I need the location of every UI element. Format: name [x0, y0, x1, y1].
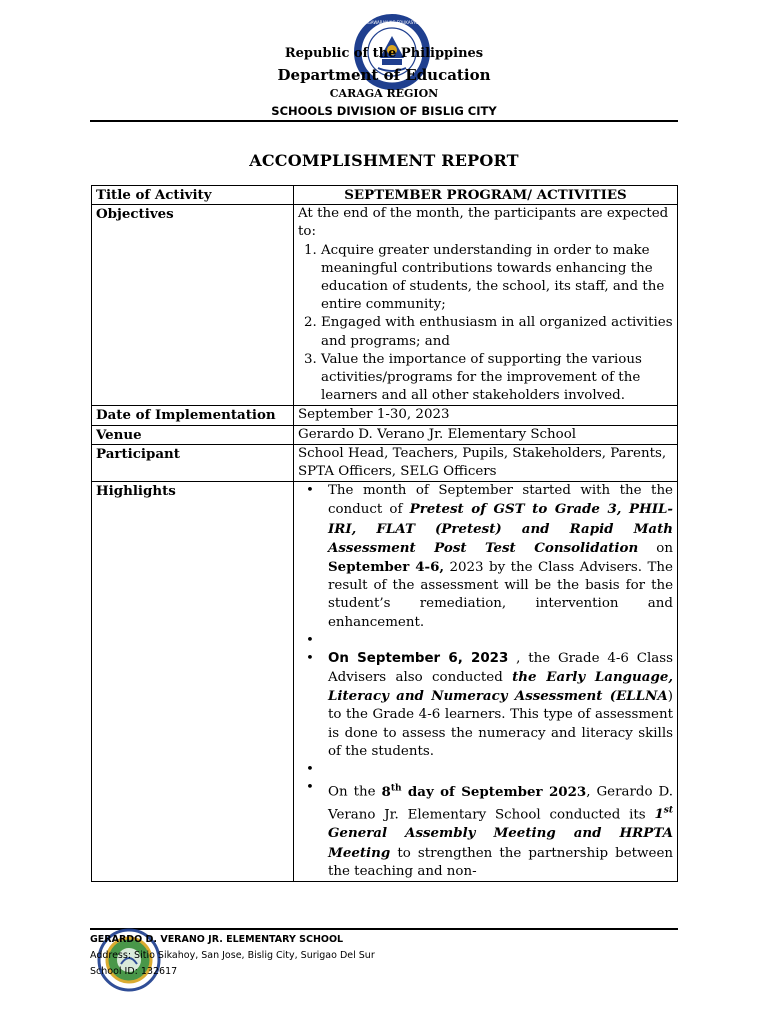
highlight-text: The month of September started with the the conduct of	[328, 483, 673, 518]
footer-address: Address: Sitio Sikahoy, San Jose, Bislig City, Surigao Del Sur	[90, 950, 375, 961]
footer-school-id: School ID: 132617	[90, 966, 178, 977]
department-line: Department of Education	[277, 66, 491, 84]
republic-line: Republic of the Philippines	[284, 46, 484, 61]
highlight-emphasis: Pretest of GST to Grade 3, PHIL-IRI, FLAT (Pretest) and Rapid Math Assessment Post Test Consolidation	[328, 501, 673, 556]
table-row	[92, 482, 678, 882]
report-title: ACCOMPLISHMENT REPORT	[249, 151, 519, 170]
svg-text:KAGAWARAN NG EDUKASYON: KAGAWARAN NG EDUKASYON	[362, 20, 422, 25]
division-line: SCHOOLS DIVISION OF BISLIG CITY	[271, 104, 497, 118]
activity-title: SEPTEMBER PROGRAM/ ACTIVITIES	[294, 186, 678, 205]
spacer	[328, 632, 673, 650]
table-row	[92, 425, 678, 444]
row-label-venue: Venue	[92, 425, 294, 444]
highlight-text: ) to the Grade 4-6 learners. This type of assessment is done to assess the numeracy and literacy skills of the students.	[328, 689, 673, 759]
ordinal-number: 1	[654, 806, 664, 823]
highlights-list	[298, 482, 673, 881]
highlight-text: , the Grade 4-6 Class Advisers also conducted	[328, 650, 673, 686]
list-item	[328, 650, 673, 761]
footer-school-name: GERARDO D. VERANO JR. ELEMENTARY SCHOOL	[90, 934, 344, 945]
table-row	[92, 444, 678, 481]
highlights-cell	[294, 482, 678, 882]
date-value: September 1-30, 2023	[294, 406, 678, 425]
highlight-date: On September 6, 2023	[328, 650, 509, 666]
footer	[90, 932, 375, 980]
highlight-emphasis: the Early Language, Literacy and Numeracy Assessment (ELLNA	[328, 669, 673, 705]
list-item: 2. Engaged with enthusiasm in all organized activities and programs; and	[321, 314, 673, 350]
row-label-participant: Participant	[92, 444, 294, 481]
list-item: 3. Value the importance of supporting the various activities/programs for the improvement of the learners and all other stakeholders involved.	[321, 351, 673, 406]
table-row	[92, 406, 678, 425]
highlight-date: September 4-6,	[328, 559, 445, 576]
participant-value: School Head, Teachers, Pupils, Stakeholders, Parents, SPTA Officers, SELG Officers	[294, 444, 678, 481]
region-line: CARAGA REGION	[329, 87, 439, 100]
list-item: 1. Acquire greater understanding in order to make meaningful contributions towards enhancing the education of students, the school, its staff, and the entire community;	[321, 242, 673, 315]
venue-value: Gerardo D. Verano Jr. Elementary School	[294, 425, 678, 444]
highlight-text: , Gerardo D. Verano Jr. Elementary School conducted its	[328, 784, 674, 823]
highlight-text: On the	[328, 784, 382, 800]
objectives-list	[298, 242, 673, 406]
list-item	[328, 779, 673, 881]
row-label-highlights: Highlights	[92, 482, 294, 882]
table-row	[92, 205, 678, 406]
highlight-text: on	[638, 540, 673, 556]
highlight-date	[382, 784, 587, 800]
table-row	[92, 186, 678, 205]
date-text: day of September 2023	[401, 783, 587, 800]
letterhead	[0, 0, 768, 124]
header-divider	[90, 120, 678, 122]
row-label-date: Date of Implementation	[92, 406, 294, 425]
row-label-objectives: Objectives	[92, 205, 294, 406]
report-table	[91, 185, 678, 882]
footer-divider	[90, 928, 678, 930]
highlight-text: 2023 by the Class Advisers. The result of the assessment will be the basis for the student’s remediation, intervention and enhancement.	[328, 560, 673, 630]
highlight-text: to strengthen the partnership between the teaching and non-	[328, 845, 673, 879]
ordinal-suffix: th	[390, 783, 402, 794]
meeting-name: General Assembly Meeting and HRPTA Meeting	[328, 825, 673, 861]
ordinal-suffix: st	[663, 805, 673, 816]
objectives-cell	[294, 205, 678, 406]
spacer	[328, 761, 673, 779]
objectives-intro: At the end of the month, the participants are expected to:	[298, 206, 669, 240]
date-number: 8	[381, 783, 391, 800]
row-label-title: Title of Activity	[92, 186, 294, 205]
list-item	[328, 482, 673, 632]
